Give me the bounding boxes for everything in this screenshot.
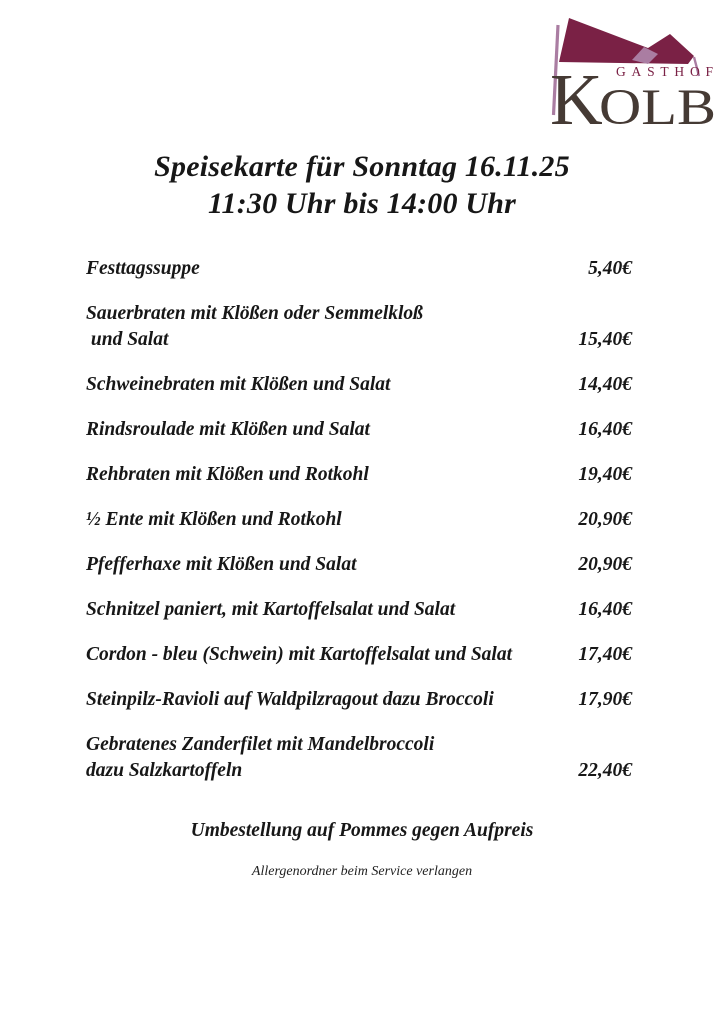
menu-item-name-line2: dazu Salzkartoffeln — [86, 760, 243, 781]
menu-item-row — [86, 462, 632, 488]
menu-item-name: Schweinebraten mit Klößen und Salat — [86, 374, 391, 395]
menu-item-name: Sauerbraten mit Klößen oder Semmelkloß — [86, 303, 423, 324]
menu-item-row — [86, 552, 632, 578]
menu-item-price: 22,40€ — [578, 760, 632, 781]
menu-item-price: 20,90€ — [578, 509, 632, 530]
menu-item-row — [86, 301, 632, 353]
page-title — [0, 148, 724, 222]
menu-item-name-block — [86, 417, 370, 443]
menu-item-price: 20,90€ — [578, 554, 632, 575]
menu-item-name: Rindsroulade mit Klößen und Salat — [86, 419, 370, 440]
menu-item-row — [86, 642, 632, 668]
logo-gasthof-text: GASTHOF — [616, 64, 713, 79]
allergen-note: Allergenordner beim Service verlangen — [251, 864, 473, 879]
menu-item-name-block — [86, 732, 434, 784]
menu-item-price: 5,40€ — [588, 258, 632, 279]
menu-item-price: 17,40€ — [578, 644, 632, 665]
menu-item-name-block — [86, 687, 494, 713]
house-logo-icon — [548, 14, 724, 126]
menu-item-row — [86, 732, 632, 784]
logo-roof — [559, 18, 694, 64]
menu-item-name: Pfefferhaxe mit Klößen und Salat — [86, 554, 357, 575]
menu-item-row — [86, 597, 632, 623]
menu-item-name-block — [86, 597, 455, 623]
menu-item-price: 15,40€ — [578, 329, 632, 350]
menu-item-row — [86, 417, 632, 443]
menu-item-name: Schnitzel paniert, mit Kartoffelsalat und Salat — [86, 599, 456, 620]
menu-item-row — [86, 687, 632, 713]
menu-item-name-line2: und Salat — [86, 329, 169, 350]
menu-item-price: 17,90€ — [578, 689, 632, 710]
pommes-upgrade-note: Umbestellung auf Pommes gegen Aufpreis — [190, 820, 534, 841]
logo-kolb-rest: OLB — [599, 80, 716, 126]
menu-item-name: Steinpilz-Ravioli auf Waldpilzragout dazu Broccoli — [86, 689, 494, 710]
menu-item-name: ½ Ente mit Klößen und Rotkohl — [86, 509, 342, 530]
title-line-2: 11:30 Uhr bis 14:00 Uhr — [208, 187, 516, 220]
menu-item-row — [86, 256, 632, 282]
menu-item-name: Cordon - bleu (Schwein) mit Kartoffelsalat und Salat — [86, 644, 513, 665]
menu-item-row — [86, 507, 632, 533]
logo-kolb-initial: K — [550, 59, 603, 126]
menu-item-name-block — [86, 372, 390, 398]
menu-item-price: 19,40€ — [578, 464, 632, 485]
menu-item-name-block — [86, 642, 512, 668]
menu-item-price: 16,40€ — [578, 419, 632, 440]
menu-item-name: Rehbraten mit Klößen und Rotkohl — [86, 464, 369, 485]
menu-item-price: 14,40€ — [578, 374, 632, 395]
gasthof-kolb-logo — [548, 14, 724, 126]
menu-item-price: 16,40€ — [578, 599, 632, 620]
menu-item-name-block — [86, 256, 200, 282]
menu-item-name-block — [86, 462, 369, 488]
title-line-1: Speisekarte für Sonntag 16.11.25 — [154, 150, 570, 183]
menu-item-name-block — [86, 507, 342, 533]
menu-item-name: Gebratenes Zanderfilet mit Mandelbroccoli — [86, 734, 435, 755]
menu-item-name: Festtagssuppe — [86, 258, 200, 279]
menu-item-name-block — [86, 301, 423, 353]
menu-item-row — [86, 372, 632, 398]
menu-item-name-block — [86, 552, 357, 578]
menu-list — [86, 256, 632, 803]
